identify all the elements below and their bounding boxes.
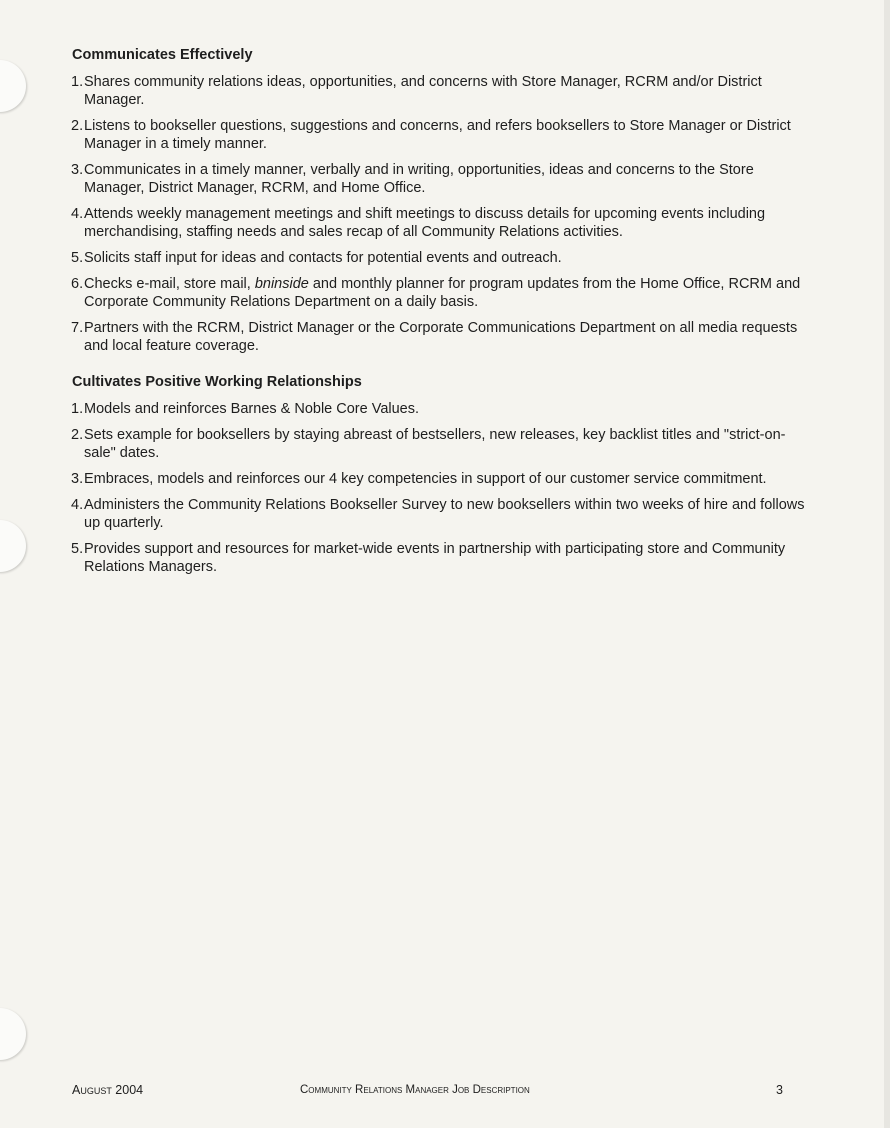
- punch-hole-top: [0, 60, 26, 112]
- list-item: [72, 161, 812, 197]
- list-item-text: Solicits staff input for ideas and contacts for potential events and outreach.: [84, 250, 562, 266]
- section-heading-communicates-effectively: Communicates Effectively: [72, 47, 253, 63]
- list-item-text: Embraces, models and reinforces our 4 key competencies in support of our customer service commitment.: [84, 471, 767, 487]
- list-item-text: Shares community relations ideas, opportunities, and concerns with Store Manager, RCRM and/or District Manager.: [84, 74, 762, 108]
- list-item-number: 2.: [71, 427, 84, 443]
- list-item: [72, 319, 812, 355]
- document-body: [72, 46, 812, 584]
- list-item-number: 2.: [71, 118, 84, 134]
- list-item: [72, 400, 812, 418]
- list-item-number: 7.: [71, 320, 84, 336]
- list-item-text-after: and monthly planner for program updates from the Home Office, RCRM and Corporate Community Relations Department on a daily basis.: [84, 276, 801, 310]
- list-item: [72, 249, 812, 267]
- list-item-number: 5.: [71, 541, 84, 557]
- list-item-text: Models and reinforces Barnes & Noble Core Values.: [84, 401, 420, 417]
- list-item-number: 1.: [71, 401, 84, 417]
- list-item-number: 3.: [71, 162, 84, 178]
- list-item: [72, 426, 812, 462]
- footer-page-number: 3: [776, 1083, 783, 1097]
- list-item-text: Sets example for booksellers by staying abreast of bestsellers, new releases, key backlist titles and "strict-on-sale" dates.: [84, 427, 786, 461]
- list-item-number: 4.: [71, 497, 84, 513]
- list-item-number: 4.: [71, 206, 84, 222]
- list-item-number: 6.: [71, 276, 84, 292]
- footer-document-title: Community Relations Manager Job Description: [300, 1084, 530, 1096]
- list-item: [72, 117, 812, 153]
- list-item-number: 3.: [71, 471, 84, 487]
- list-item: [72, 496, 812, 532]
- list-item-number: 1.: [71, 74, 84, 90]
- punch-hole-middle: [0, 520, 26, 572]
- list-item-text-before: Checks e-mail, store mail,: [84, 276, 255, 292]
- list-item: [72, 470, 812, 488]
- list-item: [72, 275, 812, 311]
- punch-hole-bottom: [0, 1008, 26, 1060]
- list-item-text: Listens to bookseller questions, suggestions and concerns, and refers booksellers to Store Manager or District Manager in a timely manner.: [84, 118, 791, 152]
- list-communicates-effectively: [72, 73, 812, 355]
- list-item-text: Communicates in a timely manner, verbally and in writing, opportunities, ideas and concerns to the Store Manager, District Manager, RCRM, and Home Office.: [84, 162, 754, 196]
- list-cultivates-relationships: [72, 400, 812, 576]
- list-item: [72, 540, 812, 576]
- footer-date: August 2004: [72, 1083, 144, 1097]
- list-item-number: 5.: [71, 250, 84, 266]
- list-item: [72, 205, 812, 241]
- list-item-text: Attends weekly management meetings and shift meetings to discuss details for upcoming events including merchandising, staffing needs and sales recap of all Community Relations activities.: [84, 206, 766, 240]
- list-item: [72, 73, 812, 109]
- page-edge-shadow: [884, 0, 890, 1128]
- list-item-text: Partners with the RCRM, District Manager or the Corporate Communications Department on all media requests and local feature coverage.: [84, 320, 798, 354]
- section-heading-cultivates-relationships: Cultivates Positive Working Relationships: [72, 374, 362, 390]
- list-item-text: Provides support and resources for market-wide events in partnership with participating store and Community Relations Managers.: [84, 541, 786, 575]
- list-item-text: Administers the Community Relations Bookseller Survey to new booksellers within two weeks of hire and follows up quarterly.: [84, 497, 805, 531]
- list-item-text-italic: bninside: [254, 276, 309, 292]
